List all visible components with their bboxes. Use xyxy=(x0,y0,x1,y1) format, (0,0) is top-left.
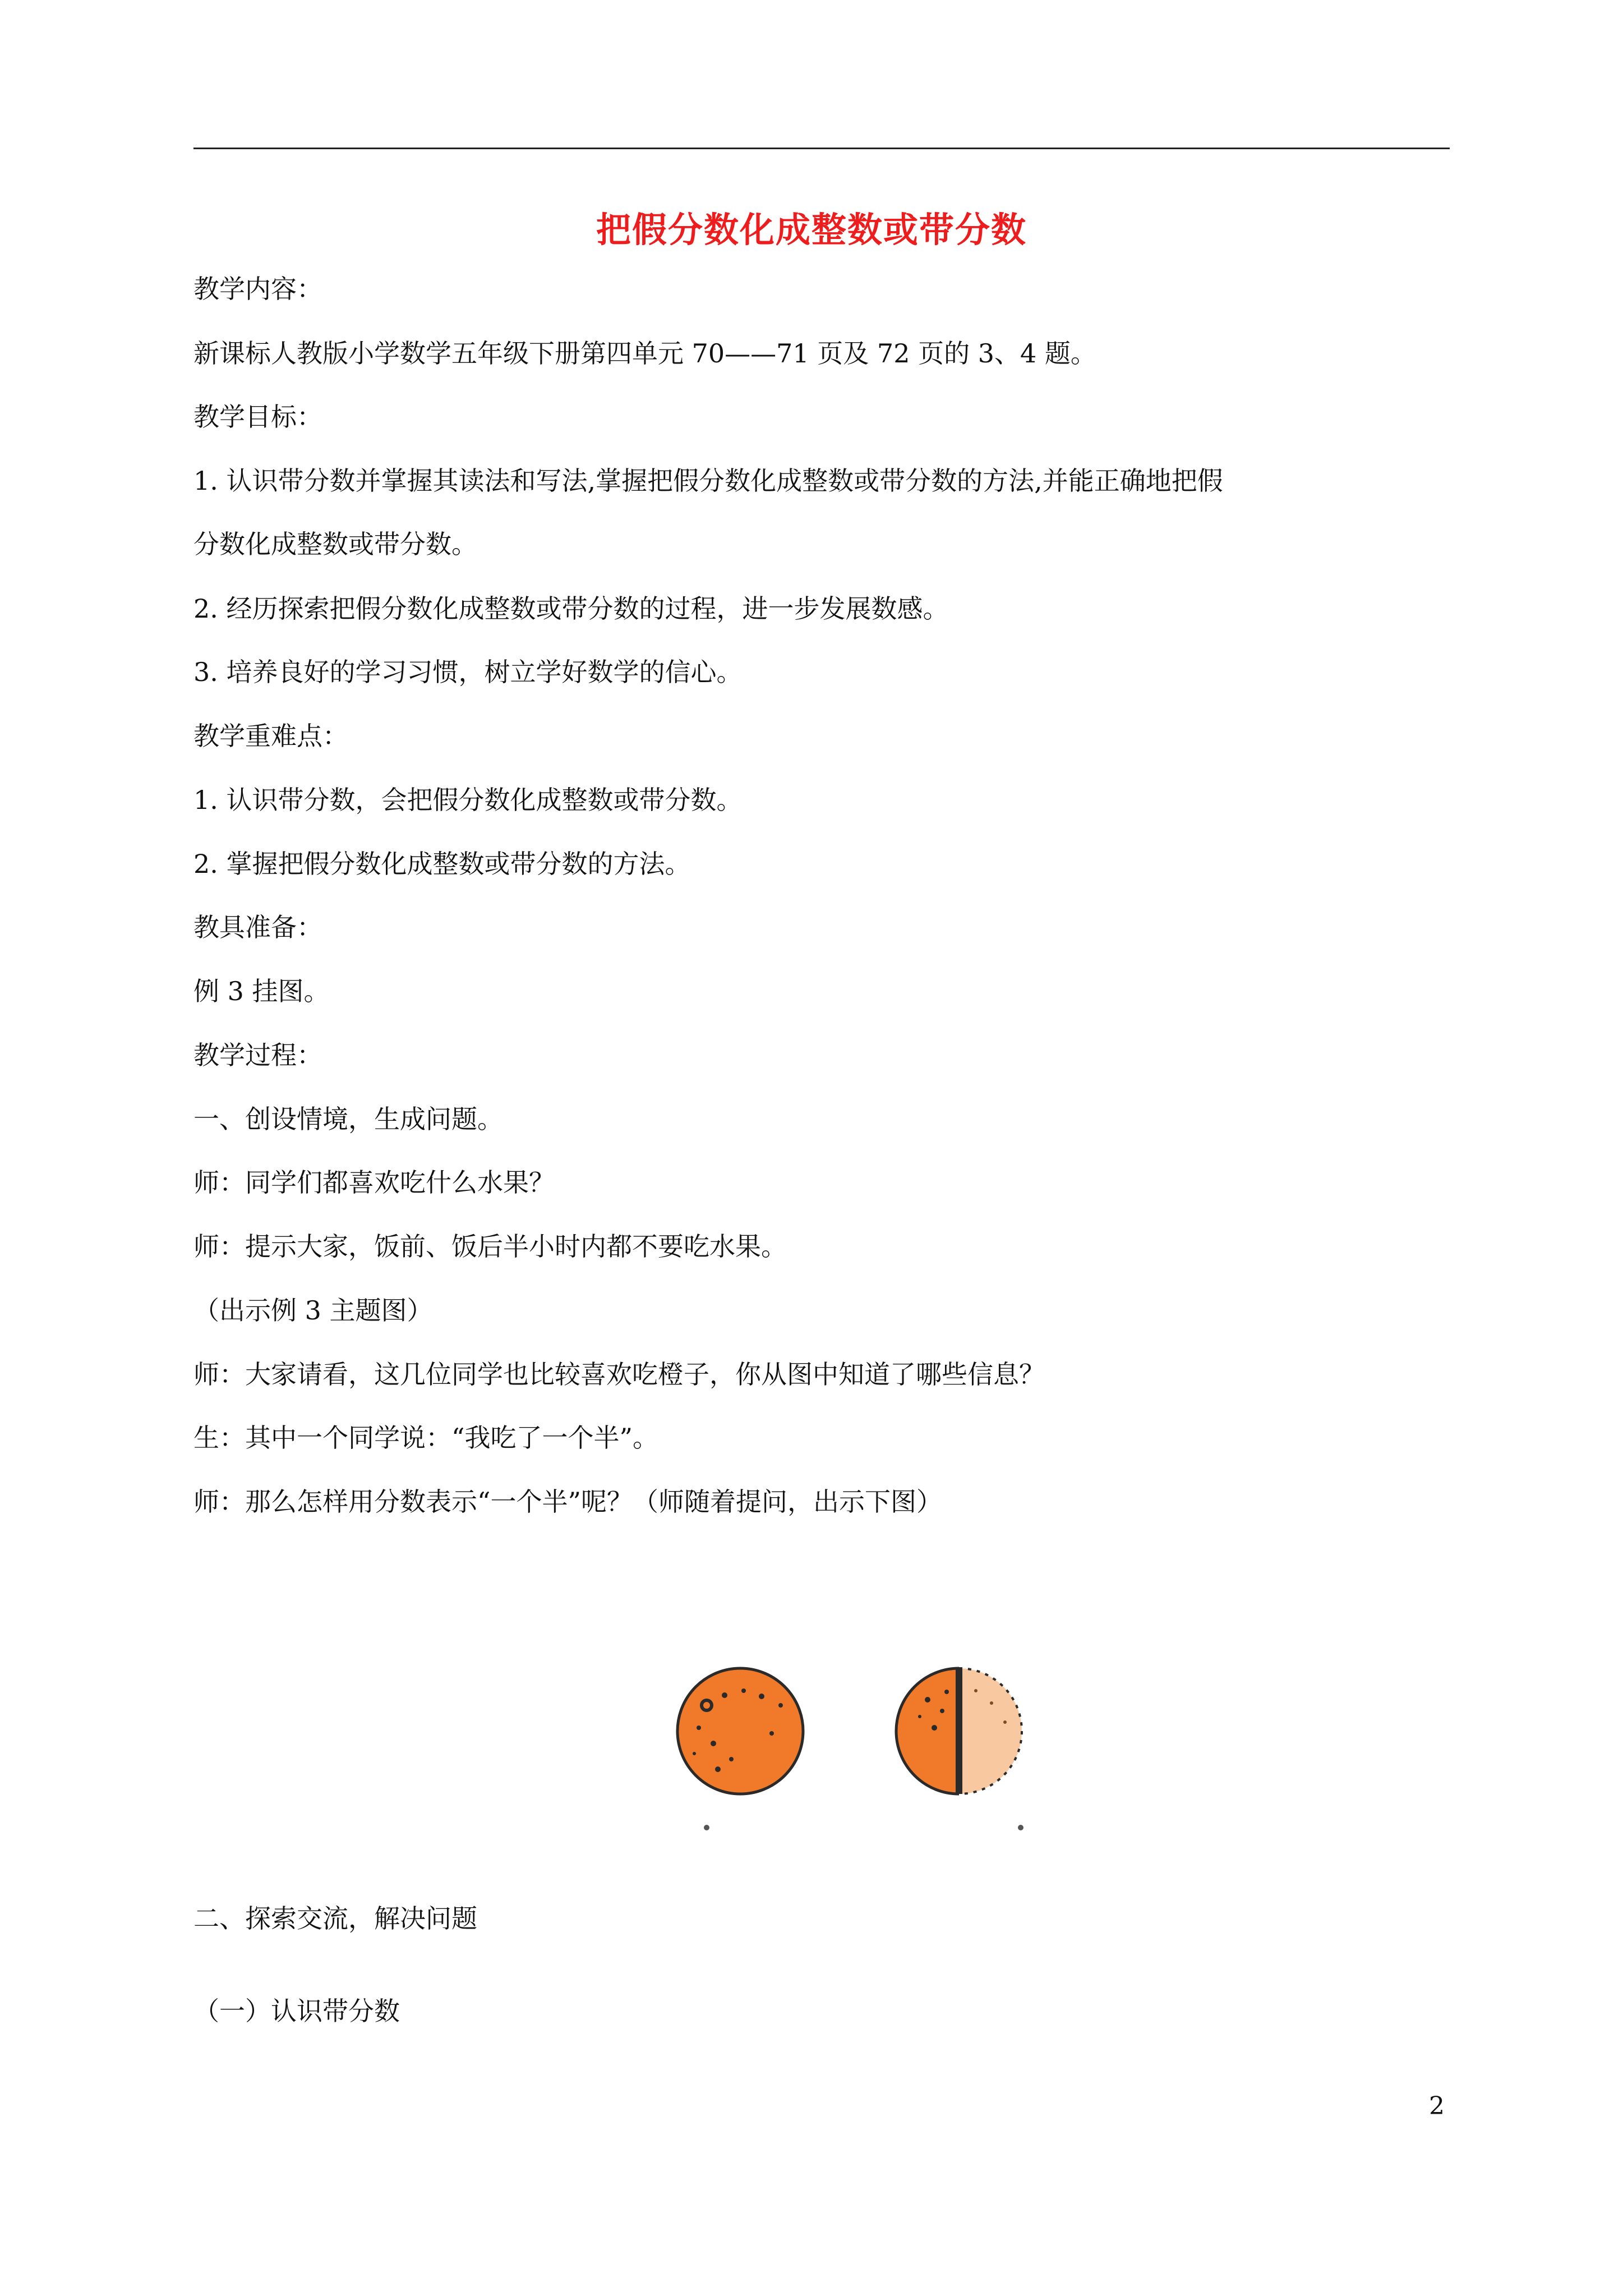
paragraph-20: 师：那么怎样用分数表示“一个半”呢？（师随着提问，出示下图） xyxy=(193,1487,943,1517)
oranges-illustration xyxy=(662,1649,1088,1840)
paragraph-18: 师：大家请看，这几位同学也比较喜欢吃橙子，你从图中知道了哪些信息？ xyxy=(193,1359,1045,1389)
paragraph-9: 1. 认识带分数，会把假分数化成整数或带分数。 xyxy=(193,785,743,815)
paragraph-12: 例 3 挂图。 xyxy=(193,976,330,1006)
paragraph-3: 教学目标： xyxy=(193,402,322,432)
paragraph-22: （一）认识带分数 xyxy=(193,1996,400,2026)
paragraph-21: 二、探索交流，解决问题 xyxy=(193,1903,477,1934)
paragraph-5: 分数化成整数或带分数。 xyxy=(193,529,477,559)
paragraph-8: 教学重难点： xyxy=(193,721,348,751)
paragraph-19: 生：其中一个同学说：“我吃了一个半”。 xyxy=(193,1423,659,1453)
paragraph-1: 教学内容： xyxy=(193,274,322,304)
paragraph-13: 教学过程： xyxy=(193,1040,322,1070)
whole-orange-icon xyxy=(677,1668,803,1794)
paragraph-7: 3. 培养良好的学习习惯，树立学好数学的信心。 xyxy=(193,657,743,687)
paragraph-2: 新课标人教版小学数学五年级下册第四单元 70——71 页及 72 页的 3、4 题。 xyxy=(193,338,1096,369)
paragraph-4: 1. 认识带分数并掌握其读法和写法,掌握把假分数化成整数或带分数的方法,并能正确地把假 xyxy=(193,466,1223,496)
header-rule xyxy=(193,148,1450,149)
page-title: 把假分数化成整数或带分数 xyxy=(596,209,1027,250)
half-orange-icon xyxy=(896,1668,1022,1794)
paragraph-11: 教具准备： xyxy=(193,912,322,942)
paragraph-14: 一、创设情境，生成问题。 xyxy=(193,1104,503,1134)
paragraph-17: （出示例 3 主题图） xyxy=(193,1295,433,1326)
paragraph-10: 2. 掌握把假分数化成整数或带分数的方法。 xyxy=(193,849,691,879)
paragraph-15: 师：同学们都喜欢吃什么水果？ xyxy=(193,1167,555,1198)
page-number: 2 xyxy=(1429,2092,1445,2120)
oranges-figure xyxy=(662,1649,1088,1840)
paragraph-6: 2. 经历探索把假分数化成整数或带分数的过程，进一步发展数感。 xyxy=(193,593,949,624)
paragraph-16: 师：提示大家，饭前、饭后半小时内都不要吃水果。 xyxy=(193,1231,787,1262)
